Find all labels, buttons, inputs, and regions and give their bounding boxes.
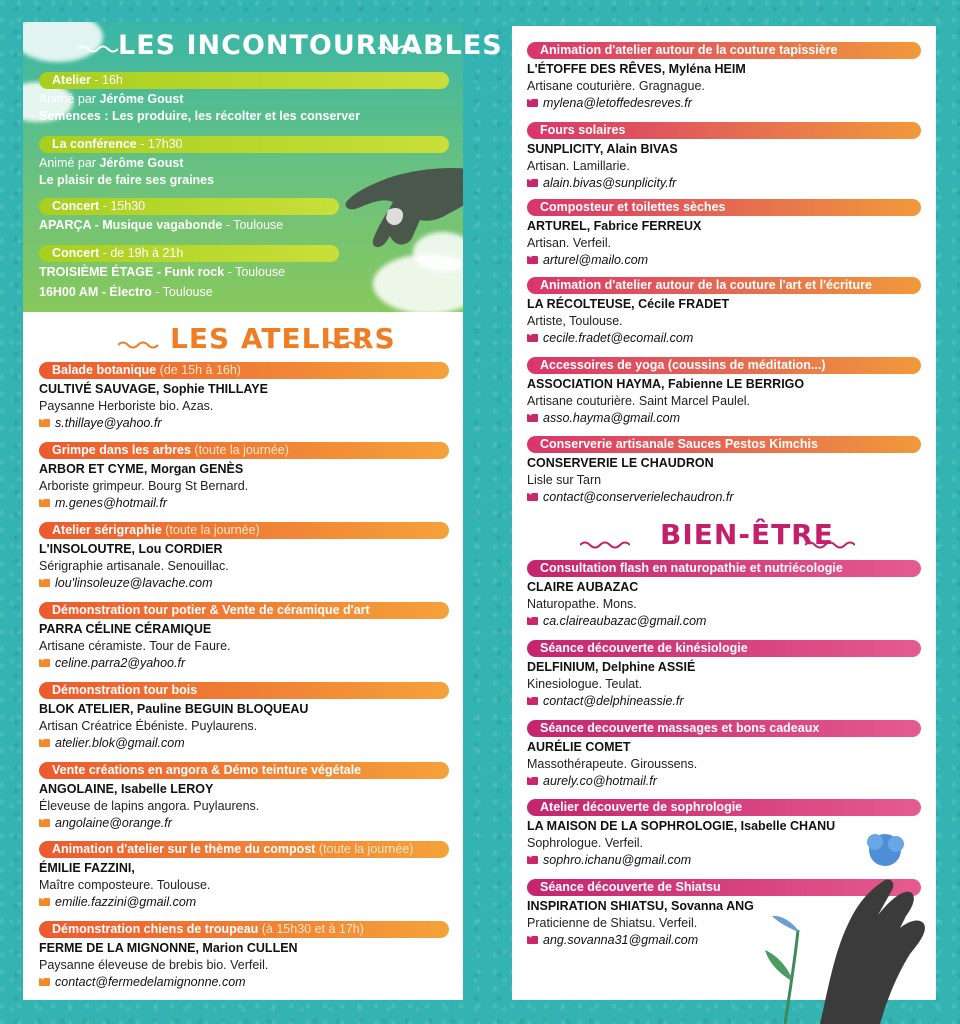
practitioner-email[interactable]: [527, 932, 698, 948]
text-span: ang.sovanna31@gmail.com: [543, 933, 699, 947]
exhibitor-description: Artisan. Lamillarie.: [527, 159, 630, 173]
concert1-artist: APARÇA - Musique vagabonde - Toulouse: [39, 218, 284, 232]
text-span: Sovanna ANG: [667, 899, 754, 913]
envelope-icon: [39, 978, 50, 986]
text-span: INSPIRATION SHIATSU,: [527, 899, 668, 913]
atelier-bar: [39, 921, 449, 938]
text-span: angolaine@orange.fr: [55, 816, 172, 830]
exhibitor-description: Artisane couturière. Saint Marcel Paulel.: [527, 394, 751, 408]
envelope-icon: [39, 739, 50, 747]
concert2-artist-2: 16H00 AM - Électro - Toulouse: [39, 285, 213, 299]
practitioner-description: Kinesiologue. Teulat.: [527, 677, 643, 691]
text-span: Fabienne LE BERRIGO: [664, 377, 805, 391]
practitioner-description: Praticienne de Shiatsu. Verfeil.: [527, 916, 698, 930]
exhibitor-name: FERME DE LA MIGNONNE, Marion CULLEN: [39, 941, 298, 955]
envelope-icon: [39, 499, 50, 507]
text-span: LA MAISON DE LA SOPHROLOGIE,: [527, 819, 738, 833]
text-span: s.thillaye@yahoo.fr: [55, 416, 162, 430]
exhibitor-description: Maître composteure. Toulouse.: [39, 878, 211, 892]
envelope-icon: [527, 256, 538, 264]
text-span: Animation d'atelier autour de la couture l'art et l'écriture: [540, 278, 872, 292]
text-span: Composteur et toilettes sèches: [540, 200, 726, 214]
envelope-icon: [527, 179, 538, 187]
exhibitor-name: [527, 376, 804, 392]
conference-bar: La conférence - 17h30: [39, 136, 449, 153]
practitioner-description: Massothérapeute. Giroussens.: [527, 757, 698, 771]
exhibitor-email[interactable]: [527, 175, 676, 191]
exhibitor-email[interactable]: [527, 252, 648, 268]
practitioner-email[interactable]: [527, 613, 706, 629]
exhibitor-name: ANGOLAINE, Isabelle LEROY: [39, 782, 214, 796]
text-span: Atelier découverte de sophrologie: [540, 800, 743, 814]
text-span: (toute la journée): [315, 842, 414, 856]
exhibitor-email[interactable]: [39, 495, 167, 511]
text-span: Delphine ASSIÉ: [598, 660, 696, 674]
exhibitor-email[interactable]: [39, 735, 185, 751]
text-span: emilie.fazzini@gmail.com: [55, 895, 197, 909]
atelier-bar: [527, 122, 921, 139]
exhibitor-name: CULTIVÉ SAUVAGE, Sophie THILLAYE: [39, 382, 268, 396]
text-span: Démonstration chiens de troupeau: [52, 922, 259, 936]
text-span: ARTUREL,: [527, 219, 591, 233]
exhibitor-email[interactable]: [527, 95, 692, 111]
envelope-icon: [39, 898, 50, 906]
title-squiggle-right: [378, 44, 418, 54]
envelope-icon: [39, 659, 50, 667]
practitioner-name: [527, 659, 695, 675]
text-span: Cécile FRADET: [634, 297, 730, 311]
text-span: Séance decouverte massages et bons cadeaux: [540, 721, 820, 735]
exhibitor-description: Arboriste grimpeur. Bourg St Bernard.: [39, 479, 249, 493]
text-span: Myléna HEIM: [665, 62, 746, 76]
exhibitor-email[interactable]: [527, 489, 734, 505]
text-span: Grimpe dans les arbres: [52, 443, 191, 457]
text-span: cecile.fradet@ecomail.com: [543, 331, 694, 345]
text-span: Démonstration tour potier & Vente de céramique d'art: [52, 603, 370, 617]
atelier-bar: [39, 522, 449, 539]
text-span: LA RÉCOLTEUSE,: [527, 297, 635, 311]
exhibitor-email[interactable]: [39, 894, 196, 910]
exhibitor-name: ARBOR ET CYME, Morgan GENÈS: [39, 462, 244, 476]
text-span: L'ÉTOFFE DES RÊVES,: [527, 62, 666, 76]
envelope-icon: [527, 697, 538, 705]
exhibitor-description: Artisane céramiste. Tour de Faure.: [39, 639, 231, 653]
exhibitor-name: [527, 141, 678, 157]
exhibitor-description: Artisan. Verfeil.: [527, 236, 612, 250]
text-span: Atelier sérigraphie: [52, 523, 162, 537]
text-span: ASSOCIATION HAYMA,: [527, 377, 665, 391]
text-span: mylena@letoffedesreves.fr: [543, 96, 692, 110]
atelier-bar: [39, 442, 449, 459]
hand-flower-illustration: [750, 820, 960, 1024]
atelier-bar: Atelier - 16h: [39, 72, 449, 89]
exhibitor-name: [527, 296, 729, 312]
text-span: Consultation flash en naturopathie et nutriécologie: [540, 561, 843, 575]
text-span: ca.claireaubazac@gmail.com: [543, 614, 707, 628]
envelope-icon: [527, 856, 538, 864]
text-span: Conserverie artisanale Sauces Pestos Kimchis: [540, 437, 818, 451]
practitioner-email[interactable]: [527, 852, 691, 868]
text-span: contact@delphineassie.fr: [543, 694, 684, 708]
envelope-icon: [527, 99, 538, 107]
text-span: Animation d'atelier autour de la couture tapissière: [540, 43, 838, 57]
text-span: Vente créations en angora & Démo teinture végétale: [52, 763, 362, 777]
atelier-bar: [527, 357, 921, 374]
envelope-icon: [527, 334, 538, 342]
envelope-icon: [527, 936, 538, 944]
practitioner-email[interactable]: [527, 773, 657, 789]
bien-etre-title: BIEN-ÊTRE: [660, 518, 834, 551]
concert2-artist-1: TROISIÈME ÉTAGE - Funk rock - Toulouse: [39, 265, 286, 279]
text-span: Animation d'atelier sur le thème du compost: [52, 842, 316, 856]
exhibitor-description: Paysanne éleveuse de brebis bio. Verfeil.: [39, 958, 269, 972]
exhibitor-description: Artiste, Toulouse.: [527, 314, 623, 328]
envelope-icon: [527, 493, 538, 501]
practitioner-description: Sophrologue. Verfeil.: [527, 836, 644, 850]
exhibitor-description: Paysanne Herboriste bio. Azas.: [39, 399, 214, 413]
text-span: (toute la journée): [190, 443, 289, 457]
text-span: Séance découverte de kinésiologie: [540, 641, 748, 655]
ateliers-title: LES ATELIERS: [170, 322, 396, 355]
text-span: Séance découverte de Shiatsu: [540, 880, 721, 894]
text-span: Balade botanique: [52, 363, 157, 377]
exhibitor-email[interactable]: [39, 655, 185, 671]
text-span: CLAIRE AUBAZAC: [527, 580, 639, 594]
text-span: Accessoires de yoga (coussins de méditation...): [540, 358, 826, 372]
atelier-bar: [527, 42, 921, 59]
exhibitor-email[interactable]: [39, 575, 213, 591]
text-span: aurely.co@hotmail.fr: [543, 774, 657, 788]
text-span: (toute la journée): [161, 523, 260, 537]
practitioner-email[interactable]: [527, 693, 684, 709]
title-squiggle-right: [325, 340, 370, 350]
exhibitor-description: Lisle sur Tarn: [527, 473, 602, 487]
text-span: SUNPLICITY,: [527, 142, 604, 156]
concert1-bar: Concert - 15h30: [39, 198, 339, 215]
text-span: Alain BIVAS: [603, 142, 678, 156]
atelier-topic: Semences : Les produire, les récolter et les conserver: [39, 109, 360, 123]
bien-etre-bar: [527, 720, 921, 737]
text-span: (de 15h à 16h): [156, 363, 241, 377]
text-span: asso.hayma@gmail.com: [543, 411, 681, 425]
envelope-icon: [39, 579, 50, 587]
atelier-bar: [527, 436, 921, 453]
text-span: DELFINIUM,: [527, 660, 599, 674]
title-squiggle-left: [78, 44, 118, 54]
atelier-bar: [39, 841, 449, 858]
title-squiggle-left: [118, 340, 163, 350]
atelier-bar: [527, 277, 921, 294]
practitioner-name: [527, 579, 638, 595]
exhibitor-name: BLOK ATELIER, Pauline BEGUIN BLOQUEAU: [39, 702, 309, 716]
envelope-icon: [39, 819, 50, 827]
exhibitor-name: PARRA CÉLINE CÉRAMIQUE: [39, 622, 212, 636]
title-squiggle-right: [805, 540, 855, 550]
text-span: Démonstration tour bois: [52, 683, 198, 697]
text-span: arturel@mailo.com: [543, 253, 649, 267]
envelope-icon: [39, 419, 50, 427]
exhibitor-email[interactable]: [39, 815, 172, 831]
exhibitor-description: Sérigraphie artisanale. Senouillac.: [39, 559, 229, 573]
text-span: Fours solaires: [540, 123, 626, 137]
text-span: celine.parra2@yahoo.fr: [55, 656, 186, 670]
exhibitor-description: Artisane couturière. Gragnague.: [527, 79, 705, 93]
title-squiggle-left: [580, 540, 630, 550]
text-span: contact@fermedelamignonne.com: [55, 975, 246, 989]
text-span: m.genes@hotmail.fr: [55, 496, 168, 510]
exhibitor-description: Artisan Créatrice Ébéniste. Puylaurens.: [39, 719, 258, 733]
bien-etre-bar: [527, 799, 921, 816]
atelier-bar: [39, 362, 449, 379]
exhibitor-email[interactable]: [39, 974, 246, 990]
practitioner-description: Naturopathe. Mons.: [527, 597, 637, 611]
exhibitor-name: ÉMILIE FAZZINI,: [39, 861, 135, 875]
atelier-bar: [39, 762, 449, 779]
exhibitor-name: L'INSOLOUTRE, Lou CORDIER: [39, 542, 223, 556]
exhibitor-email[interactable]: [527, 330, 693, 346]
text-span: (à 15h30 et à 17h): [258, 922, 364, 936]
exhibitor-name: [527, 61, 746, 77]
atelier-bar: [39, 602, 449, 619]
text-span: Isabelle CHANU: [737, 819, 836, 833]
conference-topic: Le plaisir de faire ses graines: [39, 173, 215, 187]
text-span: contact@conserverielechaudron.fr: [543, 490, 734, 504]
exhibitor-name: [527, 218, 701, 234]
text-span: alain.bivas@sunplicity.fr: [543, 176, 677, 190]
envelope-icon: [527, 617, 538, 625]
conference-animator: Animé par Jérôme Goust: [39, 156, 184, 170]
cloud-decoration: [23, 22, 103, 62]
exhibitor-email[interactable]: [527, 410, 680, 426]
text-span: AURÉLIE COMET: [527, 740, 631, 754]
practitioner-name: [527, 898, 754, 914]
atelier-bar: [39, 682, 449, 699]
incontournables-title: LES INCONTOURNABLES: [118, 30, 503, 61]
concert2-bar: Concert - de 19h à 21h: [39, 245, 339, 262]
hand-pinching-seed-illustration: [328, 150, 463, 260]
text-span: Fabrice FERREUX: [590, 219, 702, 233]
exhibitor-description: Éleveuse de lapins angora. Puylaurens.: [39, 799, 260, 813]
exhibitor-name: [527, 455, 714, 471]
envelope-icon: [527, 414, 538, 422]
envelope-icon: [527, 777, 538, 785]
bien-etre-bar: [527, 560, 921, 577]
atelier-animator: Animé par Jérôme Goust: [39, 92, 184, 106]
text-span: CONSERVERIE LE CHAUDRON: [527, 456, 714, 470]
text-span: atelier.blok@gmail.com: [55, 736, 185, 750]
text-span: lou'linsoleuze@lavache.com: [55, 576, 213, 590]
exhibitor-email[interactable]: [39, 415, 162, 431]
bien-etre-bar: [527, 640, 921, 657]
atelier-bar: [527, 199, 921, 216]
text-span: sophro.ichanu@gmail.com: [543, 853, 692, 867]
practitioner-name: [527, 739, 630, 755]
